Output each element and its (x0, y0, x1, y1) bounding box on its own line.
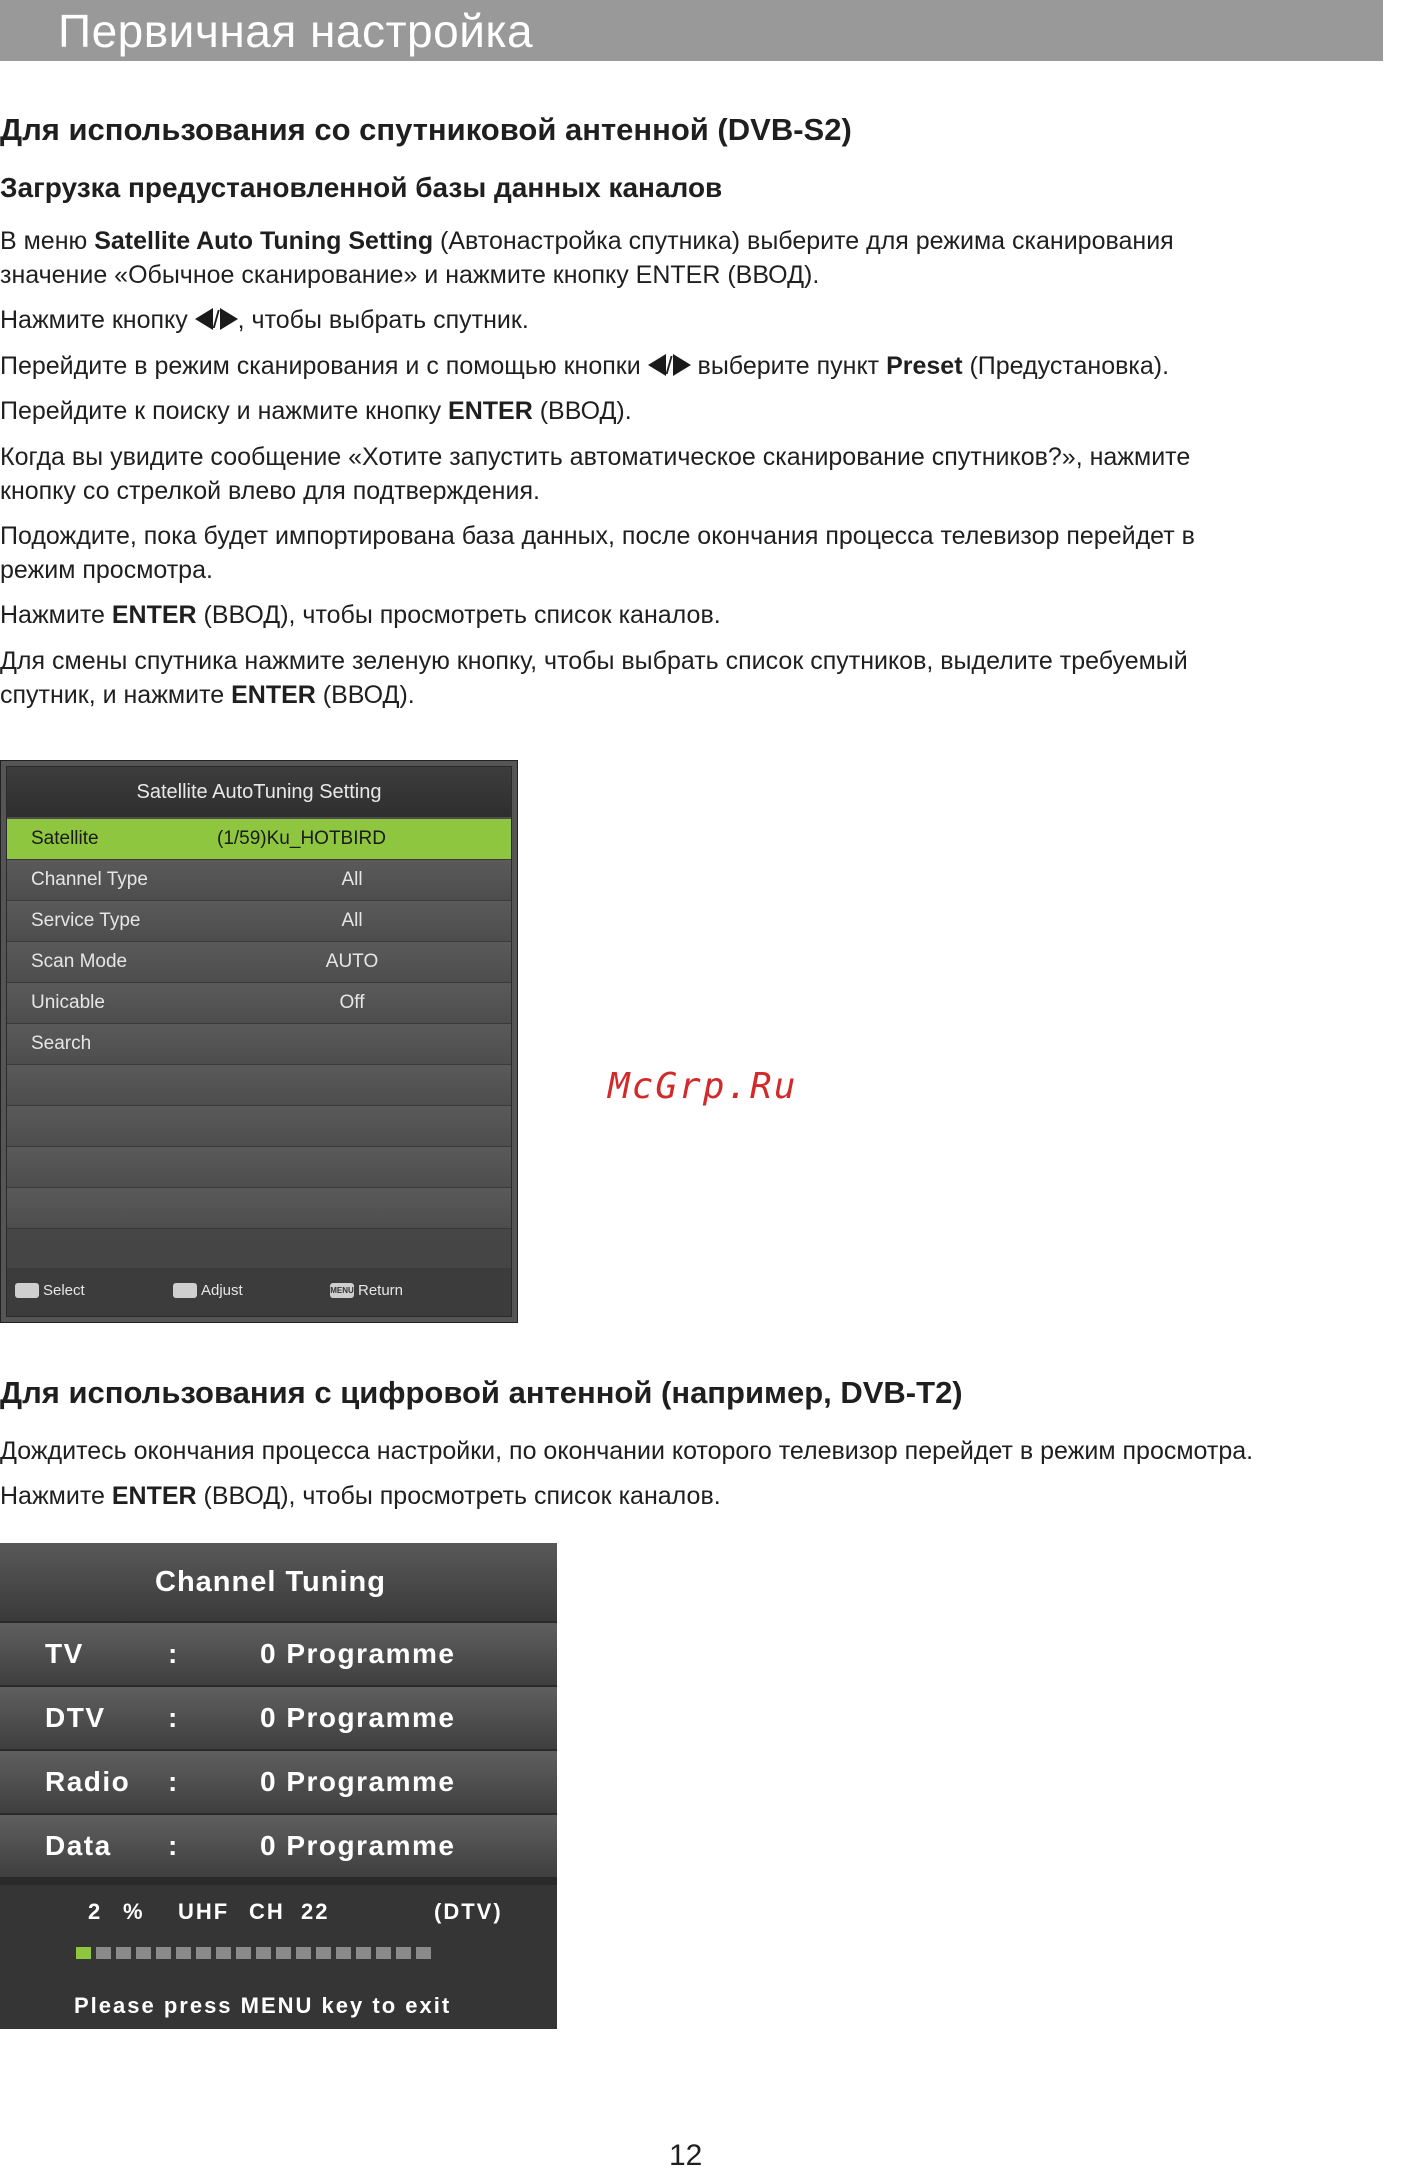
progress-segment (176, 1947, 191, 1959)
progress-segment (236, 1947, 251, 1959)
terrestrial-paragraph-2: Нажмите ENTER (ВВОД), чтобы просмотреть список каналов. (0, 1482, 721, 1510)
channel-tuning-screen (0, 1543, 557, 2029)
channel-label: CH (249, 1899, 285, 1924)
left-arrow-icon (648, 354, 666, 376)
paragraph-3: Перейдите в режим сканирования и с помощью кнопки / выберите пункт Preset (Предустановка). (0, 352, 1170, 380)
progress-segment (376, 1947, 391, 1959)
menu-row-empty (7, 1147, 511, 1188)
exit-hint: Please press MENU key to exit (74, 1993, 452, 2018)
footer-adjust-hint: Adjust (173, 1282, 243, 1299)
menu-row-scan-mode[interactable]: Scan Mode AUTO (7, 942, 511, 983)
satellite-autotuning-screen (0, 760, 518, 1323)
progress-segment (216, 1947, 231, 1959)
menu-row-empty (7, 1106, 511, 1147)
progress-segment (316, 1947, 331, 1959)
percent-sign: % (123, 1899, 145, 1924)
progress-segment (396, 1947, 411, 1959)
progress-segment (276, 1947, 291, 1959)
satellite-menu-title: Satellite AutoTuning Setting (7, 767, 511, 817)
left-arrow-icon (195, 308, 213, 330)
progress-segment (156, 1947, 171, 1959)
menu-row-satellite[interactable]: Satellite (1/59)Ku_HOTBIRD (7, 819, 511, 860)
page-number: 12 (669, 2139, 703, 2172)
right-arrow-icon (220, 308, 238, 330)
terrestrial-section-heading: Для использования с цифровой антенной (например, DVB-T2) (0, 1375, 963, 1410)
paragraph-8: Для смены спутника нажмите зеленую кнопку, чтобы выбрать список спутников, выделите требуемый спутник, и нажмите ENTER (ВВОД). (0, 647, 1188, 709)
menu-row-search[interactable]: Search (7, 1024, 511, 1065)
band-label: UHF (178, 1899, 230, 1924)
satellite-menu-footer (7, 1268, 511, 1316)
satellite-section-subheading: Загрузка предустановленной базы данных каналов (0, 172, 723, 203)
tuning-row-dtv: DTV : 0 Programme (0, 1685, 557, 1749)
progress-segment (196, 1947, 211, 1959)
menu-row-channel-type[interactable]: Channel Type All (7, 860, 511, 901)
paragraph-7: Нажмите ENTER (ВВОД), чтобы просмотреть список каналов. (0, 601, 721, 629)
page-title: Первичная настройка (58, 5, 534, 57)
scan-mode: (DTV) (434, 1899, 503, 1924)
footer-select-hint: Select (15, 1282, 85, 1299)
tuning-status-line (0, 1899, 557, 1929)
menu-row-empty (7, 1188, 511, 1229)
tuning-status-panel (0, 1885, 557, 2029)
progress-segment (296, 1947, 311, 1959)
satellite-section-heading: Для использования со спутниковой антенной (DVB-S2) (0, 112, 852, 147)
progress-segment (136, 1947, 151, 1959)
scan-progress-bar (76, 1947, 431, 1959)
menu-row-unicable[interactable]: Unicable Off (7, 983, 511, 1024)
page-header-bar (0, 0, 1383, 61)
watermark-text: McGrp.Ru (608, 1066, 798, 1107)
scan-percent: 2 (88, 1899, 103, 1924)
left-right-arrow-icon (173, 1283, 197, 1298)
right-arrow-icon (673, 354, 691, 376)
progress-segment (356, 1947, 371, 1959)
channel-tuning-title: Channel Tuning (0, 1543, 557, 1621)
up-down-arrow-icon (15, 1283, 39, 1298)
footer-return-hint: MENU Return (330, 1282, 404, 1299)
tuning-row-tv: TV : 0 Programme (0, 1621, 557, 1685)
progress-segment (116, 1947, 131, 1959)
paragraph-2: Нажмите кнопку / , чтобы выбрать спутник. (0, 306, 529, 334)
satellite-menu-panel (6, 766, 512, 1317)
progress-segment (336, 1947, 351, 1959)
progress-segment (256, 1947, 271, 1959)
paragraph-6: Подождите, пока будет импортирована база данных, после окончания процесса телевизор перейдет в режим просмотра. (0, 522, 1195, 584)
paragraph-5: Когда вы увидите сообщение «Хотите запустить автоматическое сканирование спутников?», нажмите кнопку со стрелкой влево для подтверждения. (0, 443, 1191, 505)
menu-key-icon: MENU (330, 1283, 354, 1298)
progress-segment (96, 1947, 111, 1959)
channel-number: 22 (301, 1899, 330, 1924)
paragraph-1: В меню Satellite Auto Tuning Setting (Автонастройка спутника) выберите для режима сканирования значение «Обычное сканирование» и нажмите кнопку ENTER (ВВОД). (0, 227, 1174, 289)
progress-segment (416, 1947, 431, 1959)
progress-segment (76, 1947, 91, 1959)
paragraph-4: Перейдите к поиску и нажмите кнопку ENTER (ВВОД). (0, 397, 632, 425)
menu-row-service-type[interactable]: Service Type All (7, 901, 511, 942)
terrestrial-paragraph-1: Дождитесь окончания процесса настройки, по окончании которого телевизор перейдет в режим просмотра. (0, 1437, 1254, 1465)
menu-row-empty (7, 1065, 511, 1106)
tuning-row-radio: Radio : 0 Programme (0, 1749, 557, 1813)
tuning-row-data: Data : 0 Programme (0, 1813, 557, 1877)
